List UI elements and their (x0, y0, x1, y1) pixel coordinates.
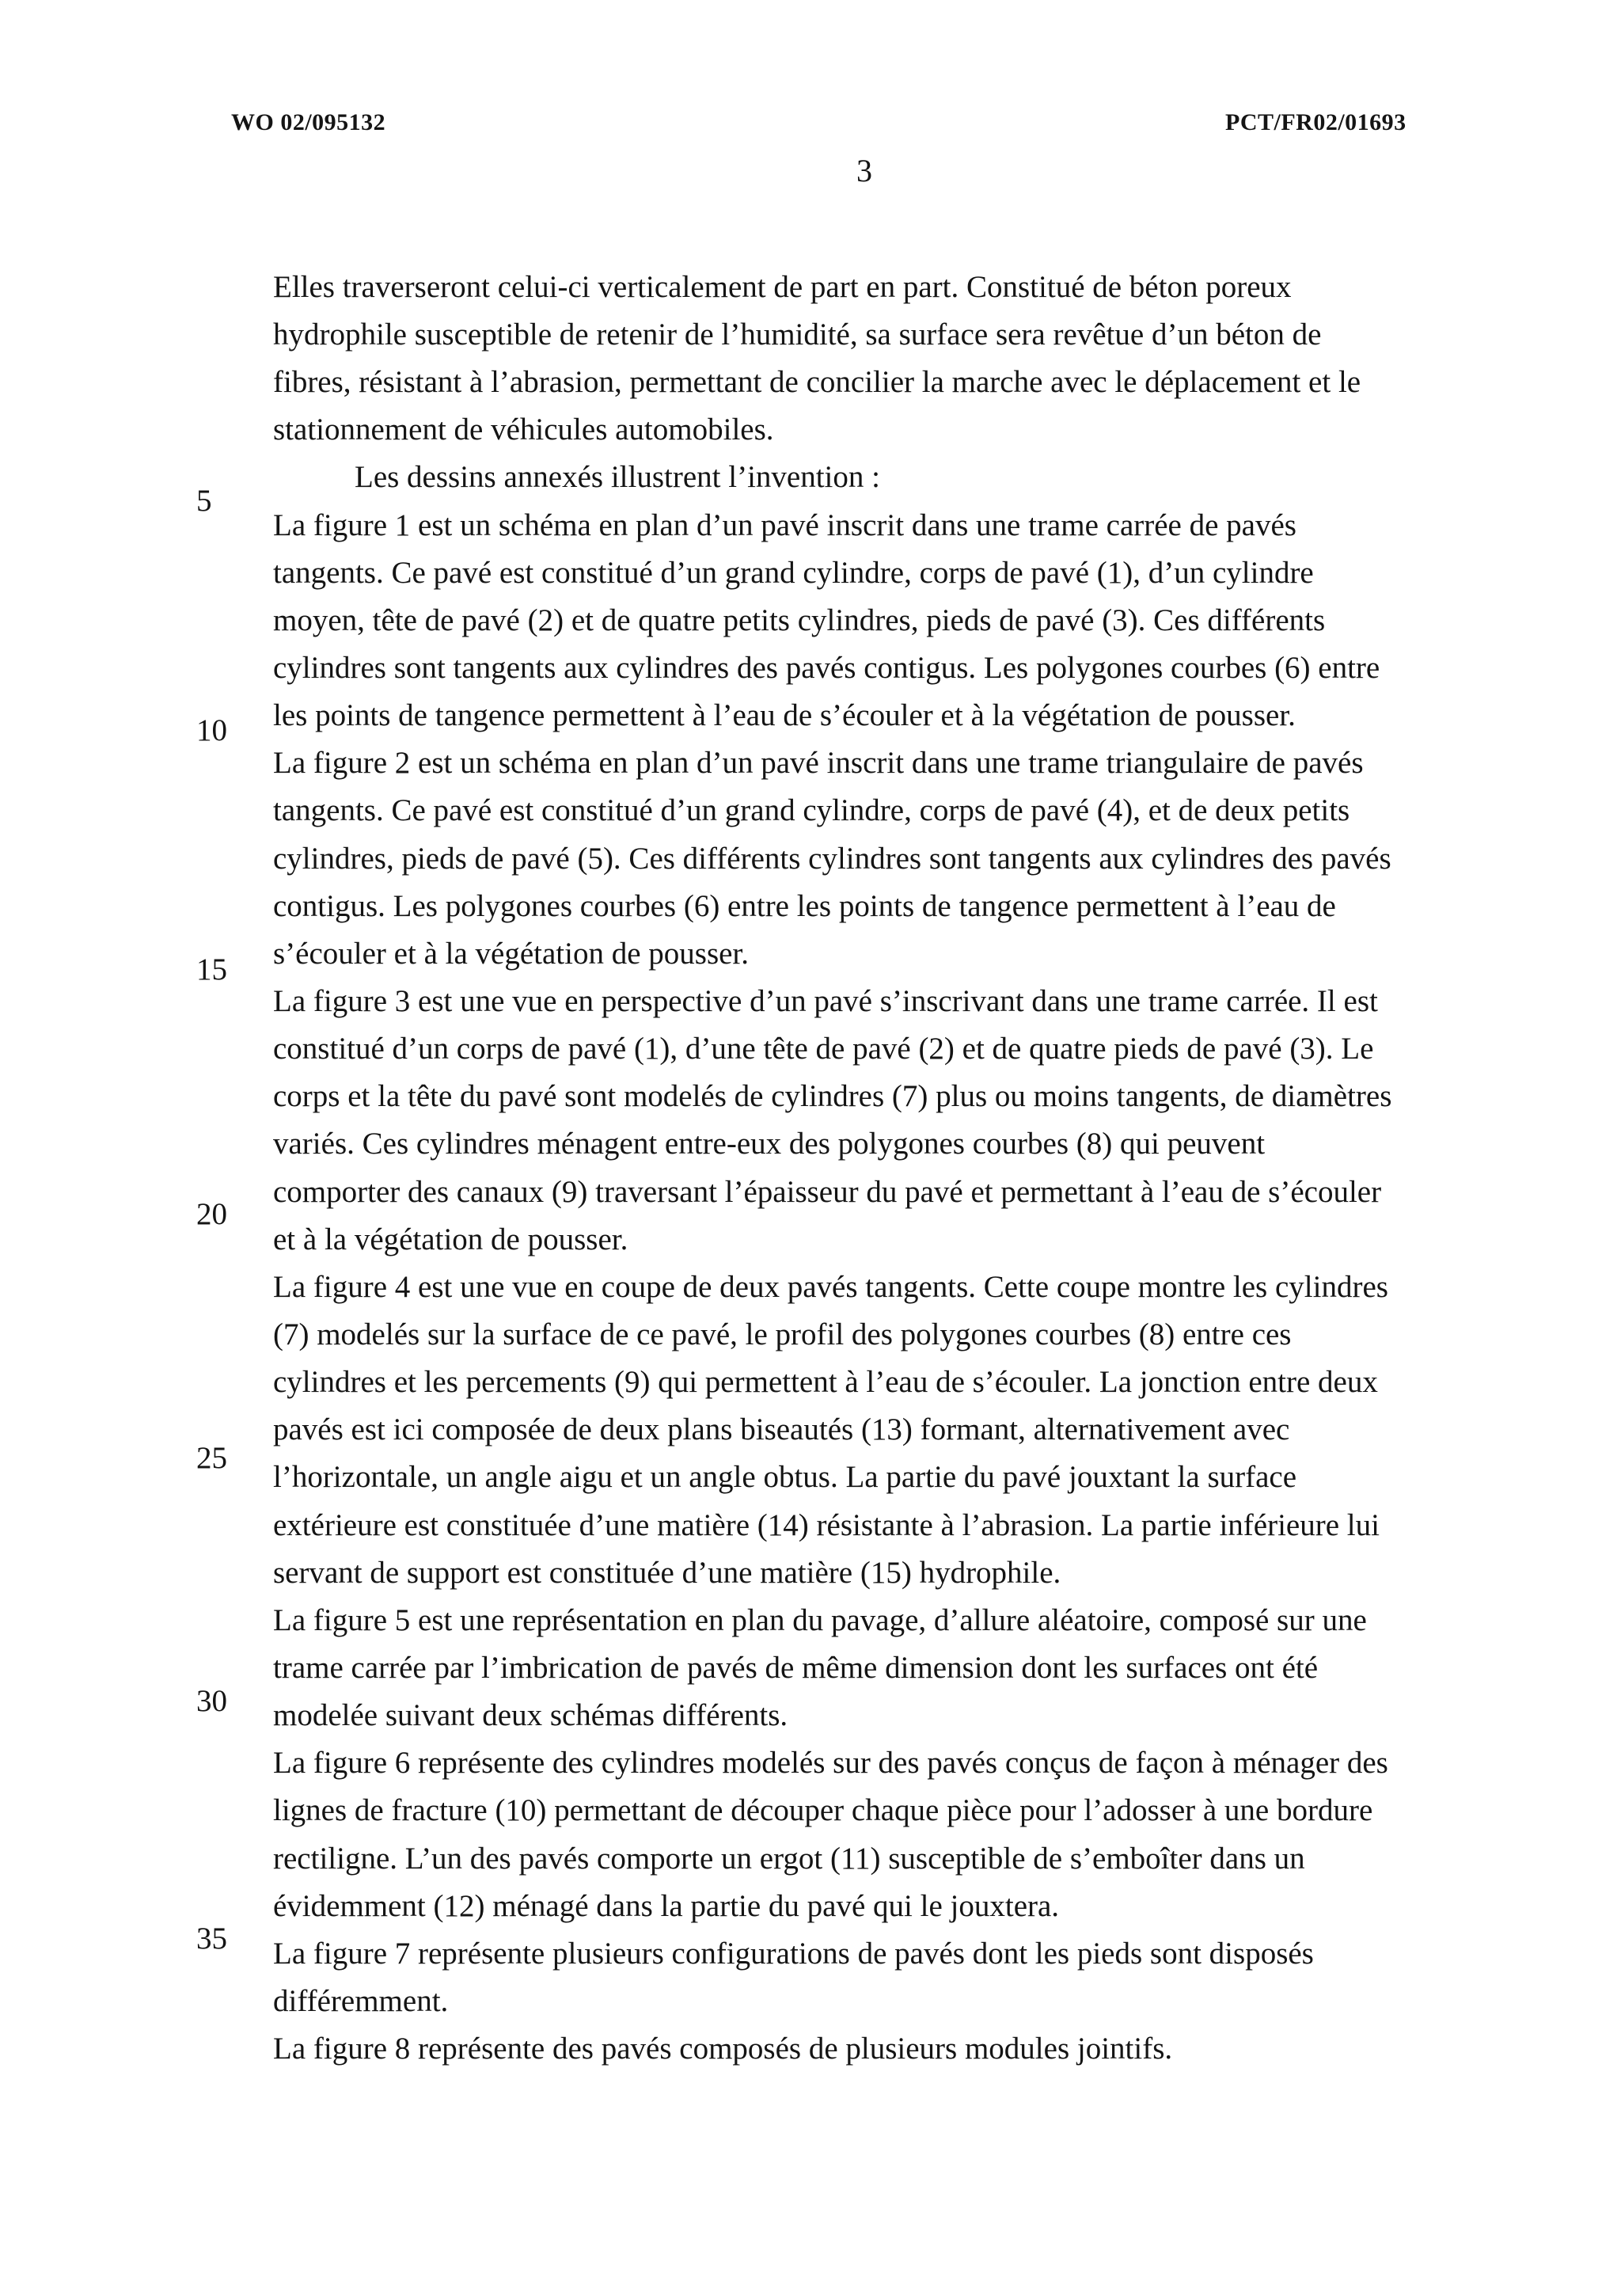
text-line: différemment. (273, 1984, 449, 2018)
text-line: trame carrée par l’imbrication de pavés de même dimension dont les surfaces ont été (273, 1651, 1319, 1685)
text-line: contigus. Les polygones courbes (6) entre les points de tangence permettent à l’eau de (273, 889, 1336, 923)
text-line: l’horizontale, un angle aigu et un angle obtus. La partie du pavé jouxtant la surface (273, 1460, 1297, 1494)
text-line: corps et la tête du pavé sont modelés de cylindres (7) plus ou moins tangents, de diamètres (273, 1079, 1392, 1113)
application-number: PCT/FR02/01693 (1225, 109, 1407, 135)
text-line: La figure 3 est une vue en perspective d’un pavé s’inscrivant dans une trame carrée. Il est (273, 984, 1378, 1018)
line-number: 20 (196, 1197, 227, 1231)
text-line: cylindres, pieds de pavé (5). Ces différents cylindres sont tangents aux cylindres des pavés (273, 842, 1391, 876)
text-line: pavés est ici composée de deux plans biseautés (13) formant, alternativement avec (273, 1412, 1290, 1446)
text-line: La figure 5 est une représentation en plan du pavage, d’allure aléatoire, composé sur une (273, 1603, 1367, 1637)
text-line: stationnement de véhicules automobiles. (273, 412, 774, 447)
text-line: Les dessins annexés illustrent l’invention : (355, 460, 880, 494)
text-line: constitué d’un corps de pavé (1), d’une tête de pavé (2) et de quatre pieds de pavé (3). Le (273, 1032, 1374, 1066)
line-number: 10 (196, 713, 227, 747)
line-number: 25 (196, 1441, 227, 1475)
text-line: La figure 4 est une vue en coupe de deux pavés tangents. Cette coupe montre les cylindres (273, 1270, 1388, 1304)
text-line: (7) modelés sur la surface de ce pavé, le profil des polygones courbes (8) entre ces (273, 1317, 1292, 1351)
publication-number: WO 02/095132 (231, 109, 386, 135)
text-line: et à la végétation de pousser. (273, 1222, 628, 1256)
text-line: extérieure est constituée d’une matière (14) résistante à l’abrasion. La partie inférieure lui (273, 1508, 1380, 1542)
text-line: évidemment (12) ménagé dans la partie du pavé qui le jouxtera. (273, 1889, 1060, 1923)
text-line: lignes de fracture (10) permettant de découper chaque pièce pour l’adosser à une bordure (273, 1793, 1373, 1827)
text-line: tangents. Ce pavé est constitué d’un grand cylindre, corps de pavé (4), et de deux petits (273, 793, 1350, 827)
text-line: rectiligne. L’un des pavés comporte un ergot (11) susceptible de s’emboîter dans un (273, 1842, 1305, 1876)
page-number: 3 (856, 153, 872, 188)
text-line: s’écouler et à la végétation de pousser. (273, 937, 750, 971)
text-line: cylindres et les percements (9) qui permettent à l’eau de s’écouler. La jonction entre deux (273, 1365, 1378, 1399)
text-line: La figure 2 est un schéma en plan d’un pavé inscrit dans une trame triangulaire de pavés (273, 746, 1364, 780)
text-line: La figure 1 est un schéma en plan d’un pavé inscrit dans une trame carrée de pavés (273, 508, 1296, 542)
text-line: les points de tangence permettent à l’eau de s’écouler et à la végétation de pousser. (273, 698, 1296, 732)
text-line: modelée suivant deux schémas différents. (273, 1698, 788, 1732)
text-line: servant de support est constituée d’une matière (15) hydrophile. (273, 1556, 1061, 1590)
text-line: comporter des canaux (9) traversant l’épaisseur du pavé et permettant à l’eau de s’écouler (273, 1175, 1382, 1209)
text-line: tangents. Ce pavé est constitué d’un grand cylindre, corps de pavé (1), d’un cylindre (273, 556, 1314, 590)
text-line: hydrophile susceptible de retenir de l’humidité, sa surface sera revêtue d’un béton de (273, 317, 1322, 352)
line-number: 5 (196, 484, 212, 518)
line-number: 15 (196, 952, 227, 986)
line-number: 35 (196, 1922, 227, 1956)
text-line: cylindres sont tangents aux cylindres des pavés contigus. Les polygones courbes (6) entre (273, 651, 1380, 685)
text-line: La figure 6 représente des cylindres modelés sur des pavés conçus de façon à ménager des (273, 1746, 1388, 1780)
text-line: La figure 8 représente des pavés composés de plusieurs modules jointifs. (273, 2032, 1173, 2066)
text-line: fibres, résistant à l’abrasion, permettant de concilier la marche avec le déplacement et le (273, 365, 1361, 399)
text-line: variés. Ces cylindres ménagent entre-eux des polygones courbes (8) qui peuvent (273, 1127, 1266, 1161)
text-line: Elles traverseront celui-ci verticalement de part en part. Constitué de béton poreux (273, 270, 1292, 304)
line-number: 30 (196, 1684, 227, 1718)
text-line: La figure 7 représente plusieurs configurations de pavés dont les pieds sont disposés (273, 1937, 1314, 1971)
text-line: moyen, tête de pavé (2) et de quatre petits cylindres, pieds de pavé (3). Ces différents (273, 603, 1326, 637)
